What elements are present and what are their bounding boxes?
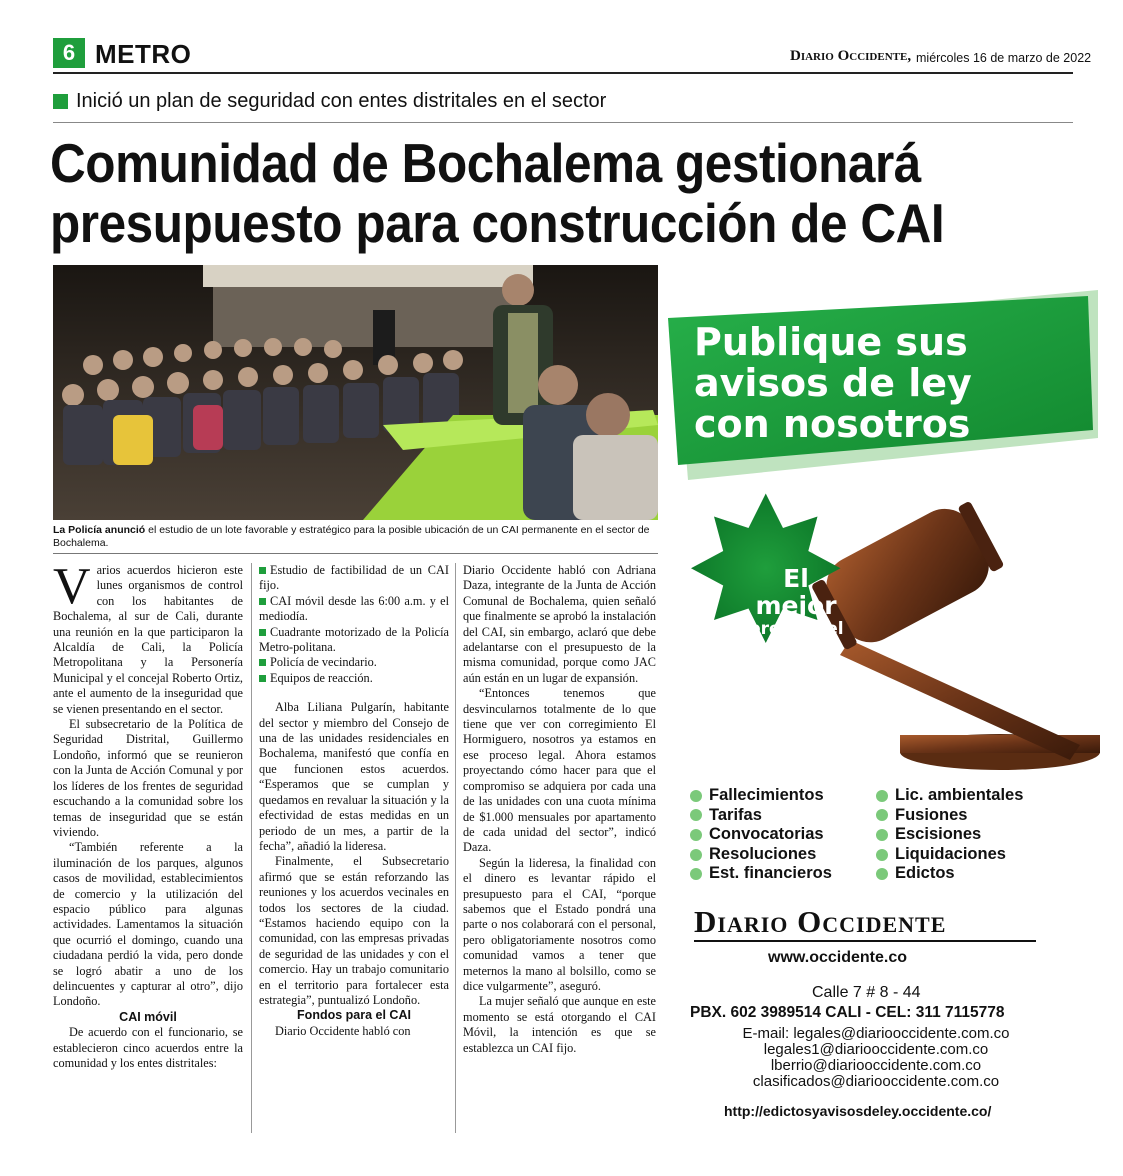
bullet-item: Policía de vecindario. <box>259 655 449 670</box>
article-column-3 <box>463 563 656 1056</box>
service-item: Tarifas <box>690 806 832 826</box>
email-line[interactable]: lberrio@diariooccidente.com.co <box>770 1057 982 1074</box>
kicker-text: Inició un plan de seguridad con entes distritales en el sector <box>76 90 607 112</box>
bullet-square-icon <box>259 629 266 636</box>
phone-numbers: PBX. 602 3989514 CALI - CEL: 311 7115778 <box>690 1004 1005 1021</box>
drop-cap: V <box>53 558 91 615</box>
meeting-photo-illustration <box>53 265 658 520</box>
ad-headline <box>694 322 1064 445</box>
bullet-dot-icon <box>690 868 702 880</box>
service-item: Resoluciones <box>690 845 832 865</box>
bullet-square-icon <box>259 659 266 666</box>
article-column-1 <box>53 558 243 1071</box>
subheading-fondos: Fondos para el CAI <box>297 1008 411 1023</box>
article-paragraph-2: El subsecretario de la Política de Seguridad Distrital, Guillermo Londoño, informó que se reunieron con la Junta de Acción Comunal y por los líderes de los frentes de seguridad escuchando a la comunidad sobre los temas de inseguridad que se están viviendo. <box>53 717 243 839</box>
ad-line: avisos de ley <box>694 361 972 405</box>
bullet-dot-icon <box>690 809 702 821</box>
newspaper-name: Diario Occidente, <box>790 48 912 64</box>
subheading-cai-movil: CAI móvil <box>119 1009 177 1024</box>
article-paragraph-5: Alba Liliana Pulgarín, habitante del sector y miembro del Consejo de una de las unidades residenciales en Bochalema, manifestó que confía en que funcionen estos acuerdos. “Esperamos que se cumplan y quedamos en revaluar la situación y la efectividad de estas medidas en un periodo de un mes, a partir de la fecha”, añadió la lideresa. <box>259 700 449 853</box>
address: Calle 7 # 8 - 44 <box>812 984 921 1001</box>
bullet-dot-icon <box>876 868 888 880</box>
headline <box>50 133 986 253</box>
issue-date: miércoles 16 de marzo de 2022 <box>916 51 1092 65</box>
article-paragraph-6: Finalmente, el Subsecretario afirmó que se están reforzando las reuniones y los acuerdos vecinales en todos los sectores de la ciudad. “Estamos haciendo equipo con la comunidad, con las empresas privadas de seguridad de las unidades y con el comercio. Hay un trabajo comunitario en el territorio para fortalecer esta estrategia”, puntualizó Londoño. <box>259 854 449 1007</box>
price-badge <box>711 565 881 659</box>
article-paragraph-7a: Diario Occidente habló con <box>275 1023 411 1038</box>
ad-line: Publique sus <box>694 320 968 364</box>
caption-text: el estudio de un lote favorable y estratégico para la posible ubicación de un CAI permanente en el sector de Bochalema. <box>53 524 650 549</box>
bullet-item: Cuadrante motorizado de la Policía Metro-politana. <box>259 624 449 655</box>
service-item: Fallecimientos <box>690 786 832 806</box>
kicker <box>53 90 606 113</box>
article-column-2 <box>259 563 449 1039</box>
article-paragraph-10: La mujer señaló que aunque en este momento se está otorgando el CAI Móvil, la intención es que se establezca un CAI fijo. <box>463 994 656 1055</box>
headline-line-2: presupuesto para construcción de CAI <box>50 192 945 254</box>
bullet-dot-icon <box>690 849 702 861</box>
paragraph-1-text: arios acuerdos hicieron este lunes organismos de control con los habitantes de Bochalema, al sur de Cali, durante una reunión en la que participaron la Alcaldía de Cali, la Policía Metropolitana y la Personería Municipal y el concejal Roberto Ortiz, ante el aumento de la inseguridad que se vienen presentando en el sector. <box>53 563 243 716</box>
service-item: Fusiones <box>876 806 1023 826</box>
caption-rule <box>53 553 658 554</box>
bullet-dot-icon <box>690 790 702 802</box>
article-paragraph-9: Según la lideresa, la finalidad con el dinero es levantar rápido el presupuesto para el CAI, “porque sabemos que el Estado pondrá una parte o nos colaborará con el personal, pero obligatoriamente nosotros como comunidad vamos a tener que meternos la mano al bolsillo, como se dice vulgarmente”, aseguró. <box>463 855 656 993</box>
service-item: Edictos <box>876 864 1023 884</box>
meeting-photo <box>53 265 658 520</box>
column-divider <box>455 563 456 1133</box>
page-number: 6 <box>53 38 85 68</box>
service-item: Liquidaciones <box>876 845 1023 865</box>
bullet-dot-icon <box>876 790 888 802</box>
bullet-item: Estudio de factibilidad de un CAI fijo. <box>259 563 449 593</box>
edicts-url-link[interactable]: http://edictosyavisosdeley.occidente.co/ <box>724 1103 992 1119</box>
services-list-right <box>876 786 1023 884</box>
kicker-rule <box>53 122 1073 123</box>
article-paragraph-8: “Entonces tenemos que desvincularnos totalmente de lo que tiene que ver con corregimiento El Hormiguero, nosotros ya estamos en ese proceso legal. Ahora estamos proyectando cómo hacer para que el compromiso se adquiera por cada una de las unidades con una cuota mínima de $1.000 mensuales por apartamento de cada unidad del sector”, indicó Daza. <box>463 686 656 855</box>
bullet-dot-icon <box>876 849 888 861</box>
article-paragraph-3: “También referente a la iluminación de los parques, algunos casos de movilidad, establecimientos de comercio y la utilización del espacio público para algunas actividades. Lamentamos la situación que ocurrió el domingo, cuando una ciudadana perdió la vida, pero donde se logró abatir a uno de los delincuentes y capturar al otro”, dijo Londoño. <box>53 840 243 1009</box>
ad-line: con nosotros <box>694 402 971 446</box>
article-paragraph-4: De acuerdo con el funcionario, se establecieron cinco acuerdos entre la comunidad y los entes distritales: <box>53 1025 243 1070</box>
caption-lead: La Policía anunció <box>53 524 146 536</box>
bullet-square-icon <box>259 567 266 574</box>
service-item: Est. financieros <box>690 864 832 884</box>
email-list <box>726 1026 1026 1090</box>
email-line[interactable]: E-mail: legales@diariooccidente.com.co <box>742 1025 1010 1042</box>
service-item: Escisiones <box>876 825 1023 845</box>
diario-occidente-logo: Diario Occidente <box>694 904 947 939</box>
website-link[interactable]: www.occidente.co <box>768 949 907 966</box>
service-item: Convocatorias <box>690 825 832 845</box>
bullet-item: Equipos de reacción. <box>259 671 449 686</box>
email-line[interactable]: legales1@diariooccidente.com.co <box>763 1041 989 1058</box>
bullet-item: CAI móvil desde las 6:00 a.m. y el mediodía. <box>259 593 449 624</box>
bullet-square-icon <box>259 675 266 682</box>
header-rule <box>53 72 1073 74</box>
badge-line: mejor <box>755 591 837 620</box>
photo-caption <box>53 524 658 550</box>
column-divider <box>251 563 252 1133</box>
services-list-left <box>690 786 832 884</box>
green-square-icon <box>53 94 68 109</box>
logo-underline <box>694 940 1036 942</box>
headline-line-1: Comunidad de Bochalema gestionará <box>50 132 921 194</box>
bullet-square-icon <box>259 598 266 605</box>
email-line[interactable]: clasificados@diariooccidente.com.co <box>752 1073 1000 1090</box>
bullet-dot-icon <box>690 829 702 841</box>
badge-line: mercado <box>754 639 838 659</box>
bullet-dot-icon <box>876 829 888 841</box>
article-paragraph-7: Diario Occidente habló con Adriana Daza, integrante de la Junta de Acción Comunal de Bochalema, quien señaló que finalmente se aprobó la instalación del CAI, sin embargo, aclaró que debe adelantarse con el presupuesto de la misma comunidad, porque como JAC aún están en un lugar de expansión. <box>463 563 656 685</box>
section-name: METRO <box>95 39 192 69</box>
service-item: Lic. ambientales <box>876 786 1023 806</box>
badge-line: precio del <box>748 619 844 639</box>
article-paragraph-1 <box>53 558 243 717</box>
bullet-dot-icon <box>876 809 888 821</box>
badge-line: El <box>783 564 809 593</box>
